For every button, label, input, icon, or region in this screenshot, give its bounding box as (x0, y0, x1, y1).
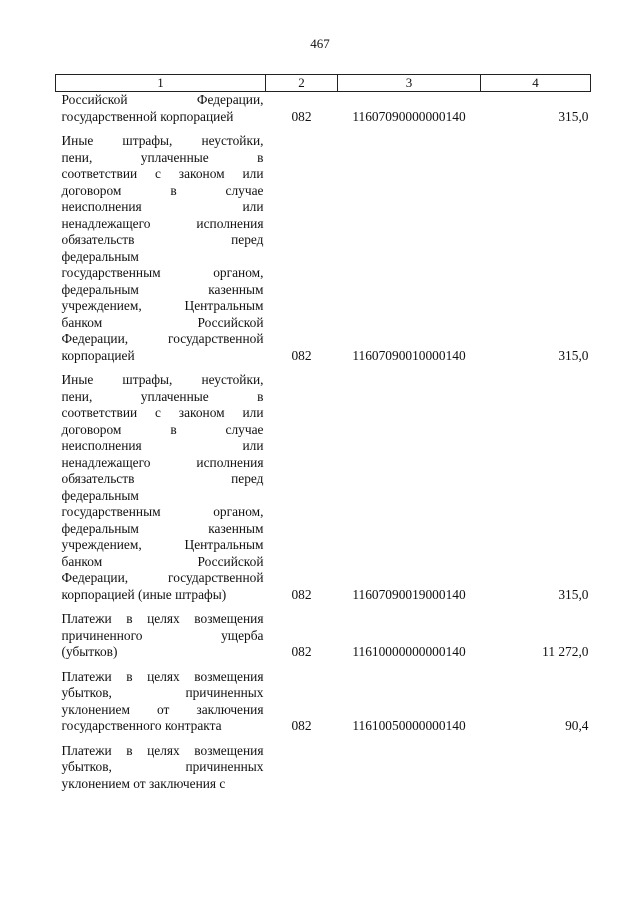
row-spacer (56, 661, 591, 669)
spacer-cell (481, 364, 591, 372)
description-line: причиненного ущерба (61, 627, 264, 643)
description-line: Платежи в целях возмещения (61, 668, 264, 684)
row-description (56, 372, 266, 603)
description-line: Иные штрафы, неустойки, (61, 372, 264, 387)
row-admin-code: 082 (291, 586, 312, 602)
spacer-cell (56, 364, 266, 372)
description-line: Российской Федерации, (61, 92, 264, 107)
description-line: уклонением от заключения с (61, 775, 226, 791)
description-line: пени, уплаченные в (61, 149, 264, 165)
row-amount (481, 743, 591, 793)
table-row (56, 133, 591, 364)
description-line: государственного контракта (61, 718, 222, 733)
row-admin-code: 082 (291, 347, 312, 363)
spacer-cell (56, 735, 266, 743)
description-line: федеральным казенным (61, 281, 264, 297)
row-spacer (56, 735, 591, 743)
row-admin-code (266, 743, 338, 793)
description-line: федеральным казенным (61, 520, 264, 536)
description-line: Платежи в целях возмещения (61, 611, 264, 626)
spacer-cell (338, 735, 481, 743)
row-income-code: 11610000000000140 (352, 644, 466, 659)
spacer-cell (266, 364, 338, 372)
row-amount: 11 272,0 (542, 644, 589, 659)
budget-income-table (55, 74, 591, 792)
table-header-row (56, 75, 591, 92)
spacer-cell (338, 125, 481, 133)
spacer-cell (56, 661, 266, 669)
description-line: обязательств перед (61, 471, 264, 486)
description-line: корпорацией (иные штрафы) (61, 586, 227, 602)
row-amount: 90,4 (565, 718, 589, 733)
table-row (56, 743, 591, 793)
description-line: Платежи в целях возмещения (61, 742, 264, 758)
row-amount: 315,0 (558, 108, 589, 124)
table-row (56, 372, 591, 603)
spacer-cell (481, 125, 591, 133)
row-spacer (56, 364, 591, 372)
row-description (56, 743, 266, 793)
header-col-4: 4 (481, 75, 591, 92)
row-income-code: 11610050000000140 (352, 718, 466, 733)
description-line: Федерации, государственной (61, 331, 264, 346)
table-row (56, 611, 591, 661)
description-line: ненадлежащего исполнения (61, 215, 264, 231)
row-description (56, 133, 266, 364)
description-line: банком Российской (61, 553, 264, 569)
row-income-code: 11607090010000140 (352, 347, 466, 363)
description-line: убытков, причиненных (61, 685, 264, 700)
table-row (56, 669, 591, 735)
spacer-cell (56, 603, 266, 611)
description-line: государственным органом, (61, 504, 264, 519)
description-line: пени, уплаченные в (61, 388, 264, 404)
spacer-cell (338, 603, 481, 611)
description-line: государственной корпорацией (61, 108, 234, 124)
header-col-3: 3 (338, 75, 481, 92)
spacer-cell (266, 661, 338, 669)
table-row (56, 92, 591, 126)
description-line: соответствии с законом или (61, 166, 264, 181)
spacer-cell (266, 603, 338, 611)
description-line: договором в случае (61, 182, 264, 198)
row-admin-code: 082 (291, 644, 312, 659)
description-line: договором в случае (61, 421, 264, 437)
header-col-1: 1 (56, 75, 266, 92)
spacer-cell (56, 125, 266, 133)
description-line: соответствии с законом или (61, 405, 264, 420)
row-description (56, 92, 266, 126)
description-line: ненадлежащего исполнения (61, 454, 264, 470)
row-income-code: 11607090019000140 (352, 586, 466, 602)
row-admin-code: 082 (291, 108, 312, 124)
description-line: неисполнения или (61, 438, 264, 453)
header-col-2: 2 (266, 75, 338, 92)
spacer-cell (481, 735, 591, 743)
row-spacer (56, 125, 591, 133)
description-line: уклонением от заключения (61, 701, 264, 717)
description-line: учреждением, Центральным (61, 298, 264, 313)
row-amount: 315,0 (558, 347, 589, 363)
row-income-code (338, 743, 481, 793)
row-spacer (56, 603, 591, 611)
spacer-cell (338, 661, 481, 669)
table-body (56, 92, 591, 793)
spacer-cell (338, 364, 481, 372)
description-line: федеральным (61, 487, 139, 503)
spacer-cell (266, 125, 338, 133)
description-line: Иные штрафы, неустойки, (61, 133, 264, 148)
description-line: Федерации, государственной (61, 570, 264, 585)
description-line: государственным органом, (61, 265, 264, 280)
row-income-code: 11607090000000140 (352, 108, 466, 124)
spacer-cell (481, 661, 591, 669)
spacer-cell (481, 603, 591, 611)
row-description (56, 669, 266, 735)
description-line: корпорацией (61, 347, 135, 363)
description-line: учреждением, Центральным (61, 537, 264, 552)
description-line: неисполнения или (61, 199, 264, 214)
description-line: обязательств перед (61, 232, 264, 247)
page-number: 467 (310, 36, 330, 51)
description-line: убытков, причиненных (61, 759, 264, 774)
description-line: банком Российской (61, 314, 264, 330)
row-description (56, 611, 266, 661)
row-amount: 315,0 (558, 586, 589, 602)
description-line: (убытков) (61, 644, 118, 659)
description-line: федеральным (61, 248, 139, 264)
spacer-cell (266, 735, 338, 743)
row-admin-code: 082 (291, 718, 312, 733)
